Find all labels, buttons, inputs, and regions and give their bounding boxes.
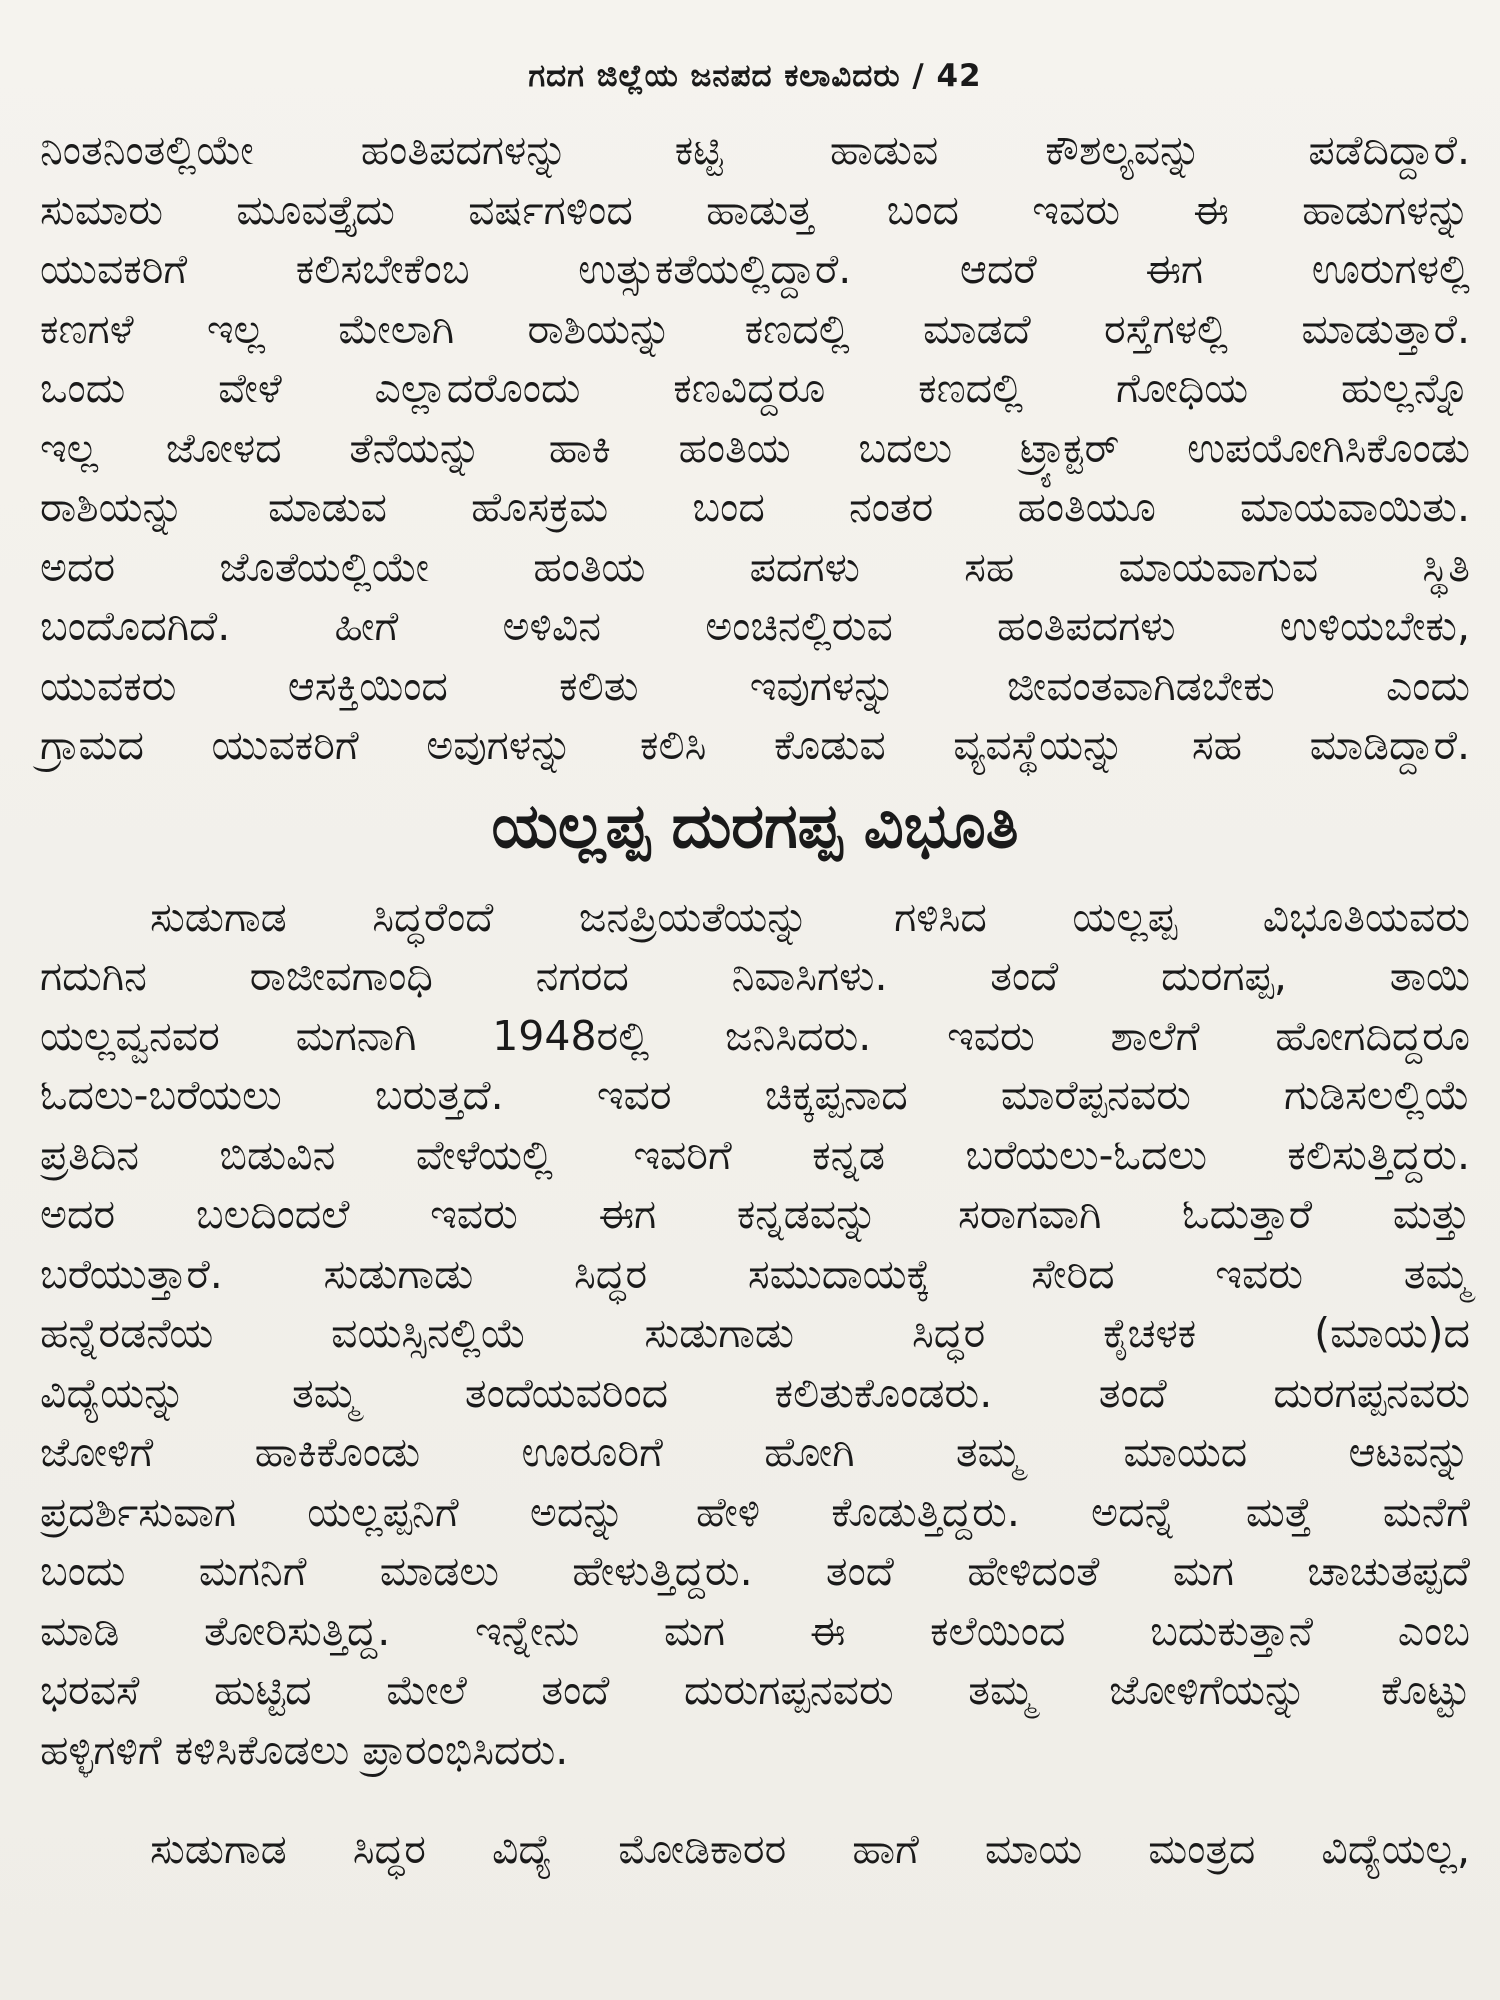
paragraph-1 bbox=[40, 121, 1470, 776]
text-line: ಯುವಕರು ಆಸಕ್ತಿಯಿಂದ ಕಲಿತು ಇವುಗಳನ್ನು ಜೀವಂತವಾಗಿಡಬೇಕು ಎಂದು bbox=[40, 661, 1470, 710]
text-line: ಸುಮಾರು ಮೂವತ್ತೈದು ವರ್ಷಗಳಿಂದ ಹಾಡುತ್ತ ಬಂದ ಇವರು ಈ ಹಾಡುಗಳನ್ನು bbox=[40, 185, 1470, 234]
text-line: ಪ್ರದರ್ಶಿಸುವಾಗ ಯಲ್ಲಪ್ಪನಿಗೆ ಅದನ್ನು ಹೇಳಿ ಕೊಡುತ್ತಿದ್ದರು. ಅದನ್ನೆ ಮತ್ತೆ ಮನೆಗೆ bbox=[40, 1487, 1470, 1536]
text-line: ಓದಲು-ಬರೆಯಲು ಬರುತ್ತದೆ. ಇವರ ಚಿಕ್ಕಪ್ಪನಾದ ಮಾರೆಪ್ಪನವರು ಗುಡಿಸಲಲ್ಲಿಯೆ bbox=[40, 1071, 1470, 1119]
section-heading: ಯಲ್ಲಪ್ಪ ದುರಗಪ್ಪ ವಿಭೂತಿ bbox=[491, 788, 1019, 862]
text-line: ಅದರ ಬಲದಿಂದಲೆ ಇವರು ಈಗ ಕನ್ನಡವನ್ನು ಸರಾಗವಾಗಿ ಓದುತ್ತಾರೆ ಮತ್ತು bbox=[40, 1190, 1470, 1238]
text-line: ಬರೆಯುತ್ತಾರೆ. ಸುಡುಗಾಡು ಸಿದ್ಧರ ಸಮುದಾಯಕ್ಕೆ ಸೇರಿದ ಇವರು ತಮ್ಮ bbox=[40, 1249, 1470, 1298]
paragraph-3 bbox=[40, 1820, 1470, 1880]
paragraph-2 bbox=[40, 888, 1470, 1781]
text-line: ವಿದ್ಯೆಯನ್ನು ತಮ್ಮ ತಂದೆಯವರಿಂದ ಕಲಿತುಕೊಂಡರು. ತಂದೆ ದುರಗಪ್ಪನವರು bbox=[40, 1368, 1470, 1417]
text-line: ಕಣಗಳೆ ಇಲ್ಲ ಮೇಲಾಗಿ ರಾಶಿಯನ್ನು ಕಣದಲ್ಲಿ ಮಾಡದೆ ರಸ್ತೆಗಳಲ್ಲಿ ಮಾಡುತ್ತಾರೆ. bbox=[40, 304, 1470, 353]
text-line: ನಿಂತನಿಂತಲ್ಲಿಯೇ ಹಂತಿಪದಗಳನ್ನು ಕಟ್ಟಿ ಹಾಡುವ ಕೌಶಲ್ಯವನ್ನು ಪಡೆದಿದ್ದಾರೆ. bbox=[40, 126, 1470, 174]
text-line: ಬಂದೊದಗಿದೆ. ಹೀಗೆ ಅಳಿವಿನ ಅಂಚಿನಲ್ಲಿರುವ ಹಂತಿಪದಗಳು ಉಳಿಯಬೇಕು, bbox=[40, 602, 1470, 650]
text-line: ಗದುಗಿನ ರಾಜೀವಗಾಂಧಿ ನಗರದ ನಿವಾಸಿಗಳು. ತಂದೆ ದುರಗಪ್ಪ, ತಾಯಿ bbox=[40, 952, 1470, 1000]
text-line: ಗ್ರಾಮದ ಯುವಕರಿಗೆ ಅವುಗಳನ್ನು ಕಲಿಸಿ ಕೊಡುವ ವ್ಯವಸ್ಥೆಯನ್ನು ಸಹ ಮಾಡಿದ್ದಾರೆ. bbox=[40, 721, 1470, 769]
text-line: ಪ್ರತಿದಿನ ಬಿಡುವಿನ ವೇಳೆಯಲ್ಲಿ ಇವರಿಗೆ ಕನ್ನಡ ಬರೆಯಲು-ಓದಲು ಕಲಿಸುತ್ತಿದ್ದರು. bbox=[40, 1130, 1470, 1179]
text-line: ರಾಶಿಯನ್ನು ಮಾಡುವ ಹೊಸಕ್ರಮ ಬಂದ ನಂತರ ಹಂತಿಯೂ ಮಾಯವಾಯಿತು. bbox=[40, 483, 1470, 531]
text-line: ಸುಡುಗಾಡ ಸಿದ್ಧರೆಂದೆ ಜನಪ್ರಿಯತೆಯನ್ನು ಗಳಿಸಿದ ಯಲ್ಲಪ್ಪ ವಿಭೂತಿಯವರು bbox=[150, 892, 1470, 941]
text-line: ಹಳ್ಳಿಗಳಿಗೆ ಕಳಿಸಿಕೊಡಲು ಪ್ರಾರಂಭಿಸಿದರು. bbox=[40, 1725, 569, 1774]
text-line: ಹನ್ನೆರಡನೆಯ ವಯಸ್ಸಿನಲ್ಲಿಯೆ ಸುಡುಗಾಡು ಸಿದ್ಧರ ಕೈಚಳಕ (ಮಾಯ)ದ bbox=[40, 1309, 1470, 1357]
text-line: ಯುವಕರಿಗೆ ಕಲಿಸಬೇಕೆಂಬ ಉತ್ಸುಕತೆಯಲ್ಲಿದ್ದಾರೆ. ಆದರೆ ಈಗ ಊರುಗಳಲ್ಲಿ bbox=[40, 245, 1470, 293]
text-line: ಇಲ್ಲ ಜೋಳದ ತೆನೆಯನ್ನು ಹಾಕಿ ಹಂತಿಯ ಬದಲು ಟ್ರ್ಯಾಕ್ಟರ್ ಉಪಯೋಗಿಸಿಕೊಂಡು bbox=[40, 423, 1470, 472]
text-line: ಜೋಳಿಗೆ ಹಾಕಿಕೊಂಡು ಊರೂರಿಗೆ ಹೋಗಿ ತಮ್ಮ ಮಾಯದ ಆಟವನ್ನು bbox=[40, 1428, 1470, 1476]
paragraph-spacer bbox=[40, 1780, 1470, 1820]
text-line: ಭರವಸೆ ಹುಟ್ಟಿದ ಮೇಲೆ ತಂದೆ ದುರುಗಪ್ಪನವರು ತಮ್ಮ ಜೋಳಿಗೆಯನ್ನು ಕೊಟ್ಟು bbox=[40, 1666, 1470, 1714]
text-line: ಯಲ್ಲವ್ವನವರ ಮಗನಾಗಿ 1948ರಲ್ಲಿ ಜನಿಸಿದರು. ಇವರು ಶಾಲೆಗೆ ಹೋಗದಿದ್ದರೂ bbox=[40, 1011, 1470, 1060]
text-line: ಅದರ ಜೊತೆಯಲ್ಲಿಯೇ ಹಂತಿಯ ಪದಗಳು ಸಹ ಮಾಯವಾಗುವ ಸ್ಥಿತಿ bbox=[40, 542, 1470, 591]
text-line: ಸುಡುಗಾಡ ಸಿದ್ಧರ ವಿದ್ಯೆ ಮೋಡಿಕಾರರ ಹಾಗೆ ಮಾಯ ಮಂತ್ರದ ವಿದ್ಯೆಯಲ್ಲ, bbox=[150, 1825, 1470, 1873]
text-line: ಬಂದು ಮಗನಿಗೆ ಮಾಡಲು ಹೇಳುತ್ತಿದ್ದರು. ತಂದೆ ಹೇಳಿದಂತೆ ಮಗ ಚಾಚುತಪ್ಪದೆ bbox=[40, 1547, 1470, 1595]
text-line: ಮಾಡಿ ತೋರಿಸುತ್ತಿದ್ದ. ಇನ್ನೇನು ಮಗ ಈ ಕಲೆಯಿಂದ ಬದುಕುತ್ತಾನೆ ಎಂಬ bbox=[40, 1606, 1470, 1655]
text-line: ಒಂದು ವೇಳೆ ಎಲ್ಲಾದರೊಂದು ಕಣವಿದ್ದರೂ ಕಣದಲ್ಲಿ ಗೋಧಿಯ ಹುಲ್ಲನ್ನೊ bbox=[40, 364, 1470, 412]
running-header: ಗದಗ ಜಿಲ್ಲೆಯ ಜನಪದ ಕಲಾವಿದರು / 42 bbox=[528, 58, 982, 94]
